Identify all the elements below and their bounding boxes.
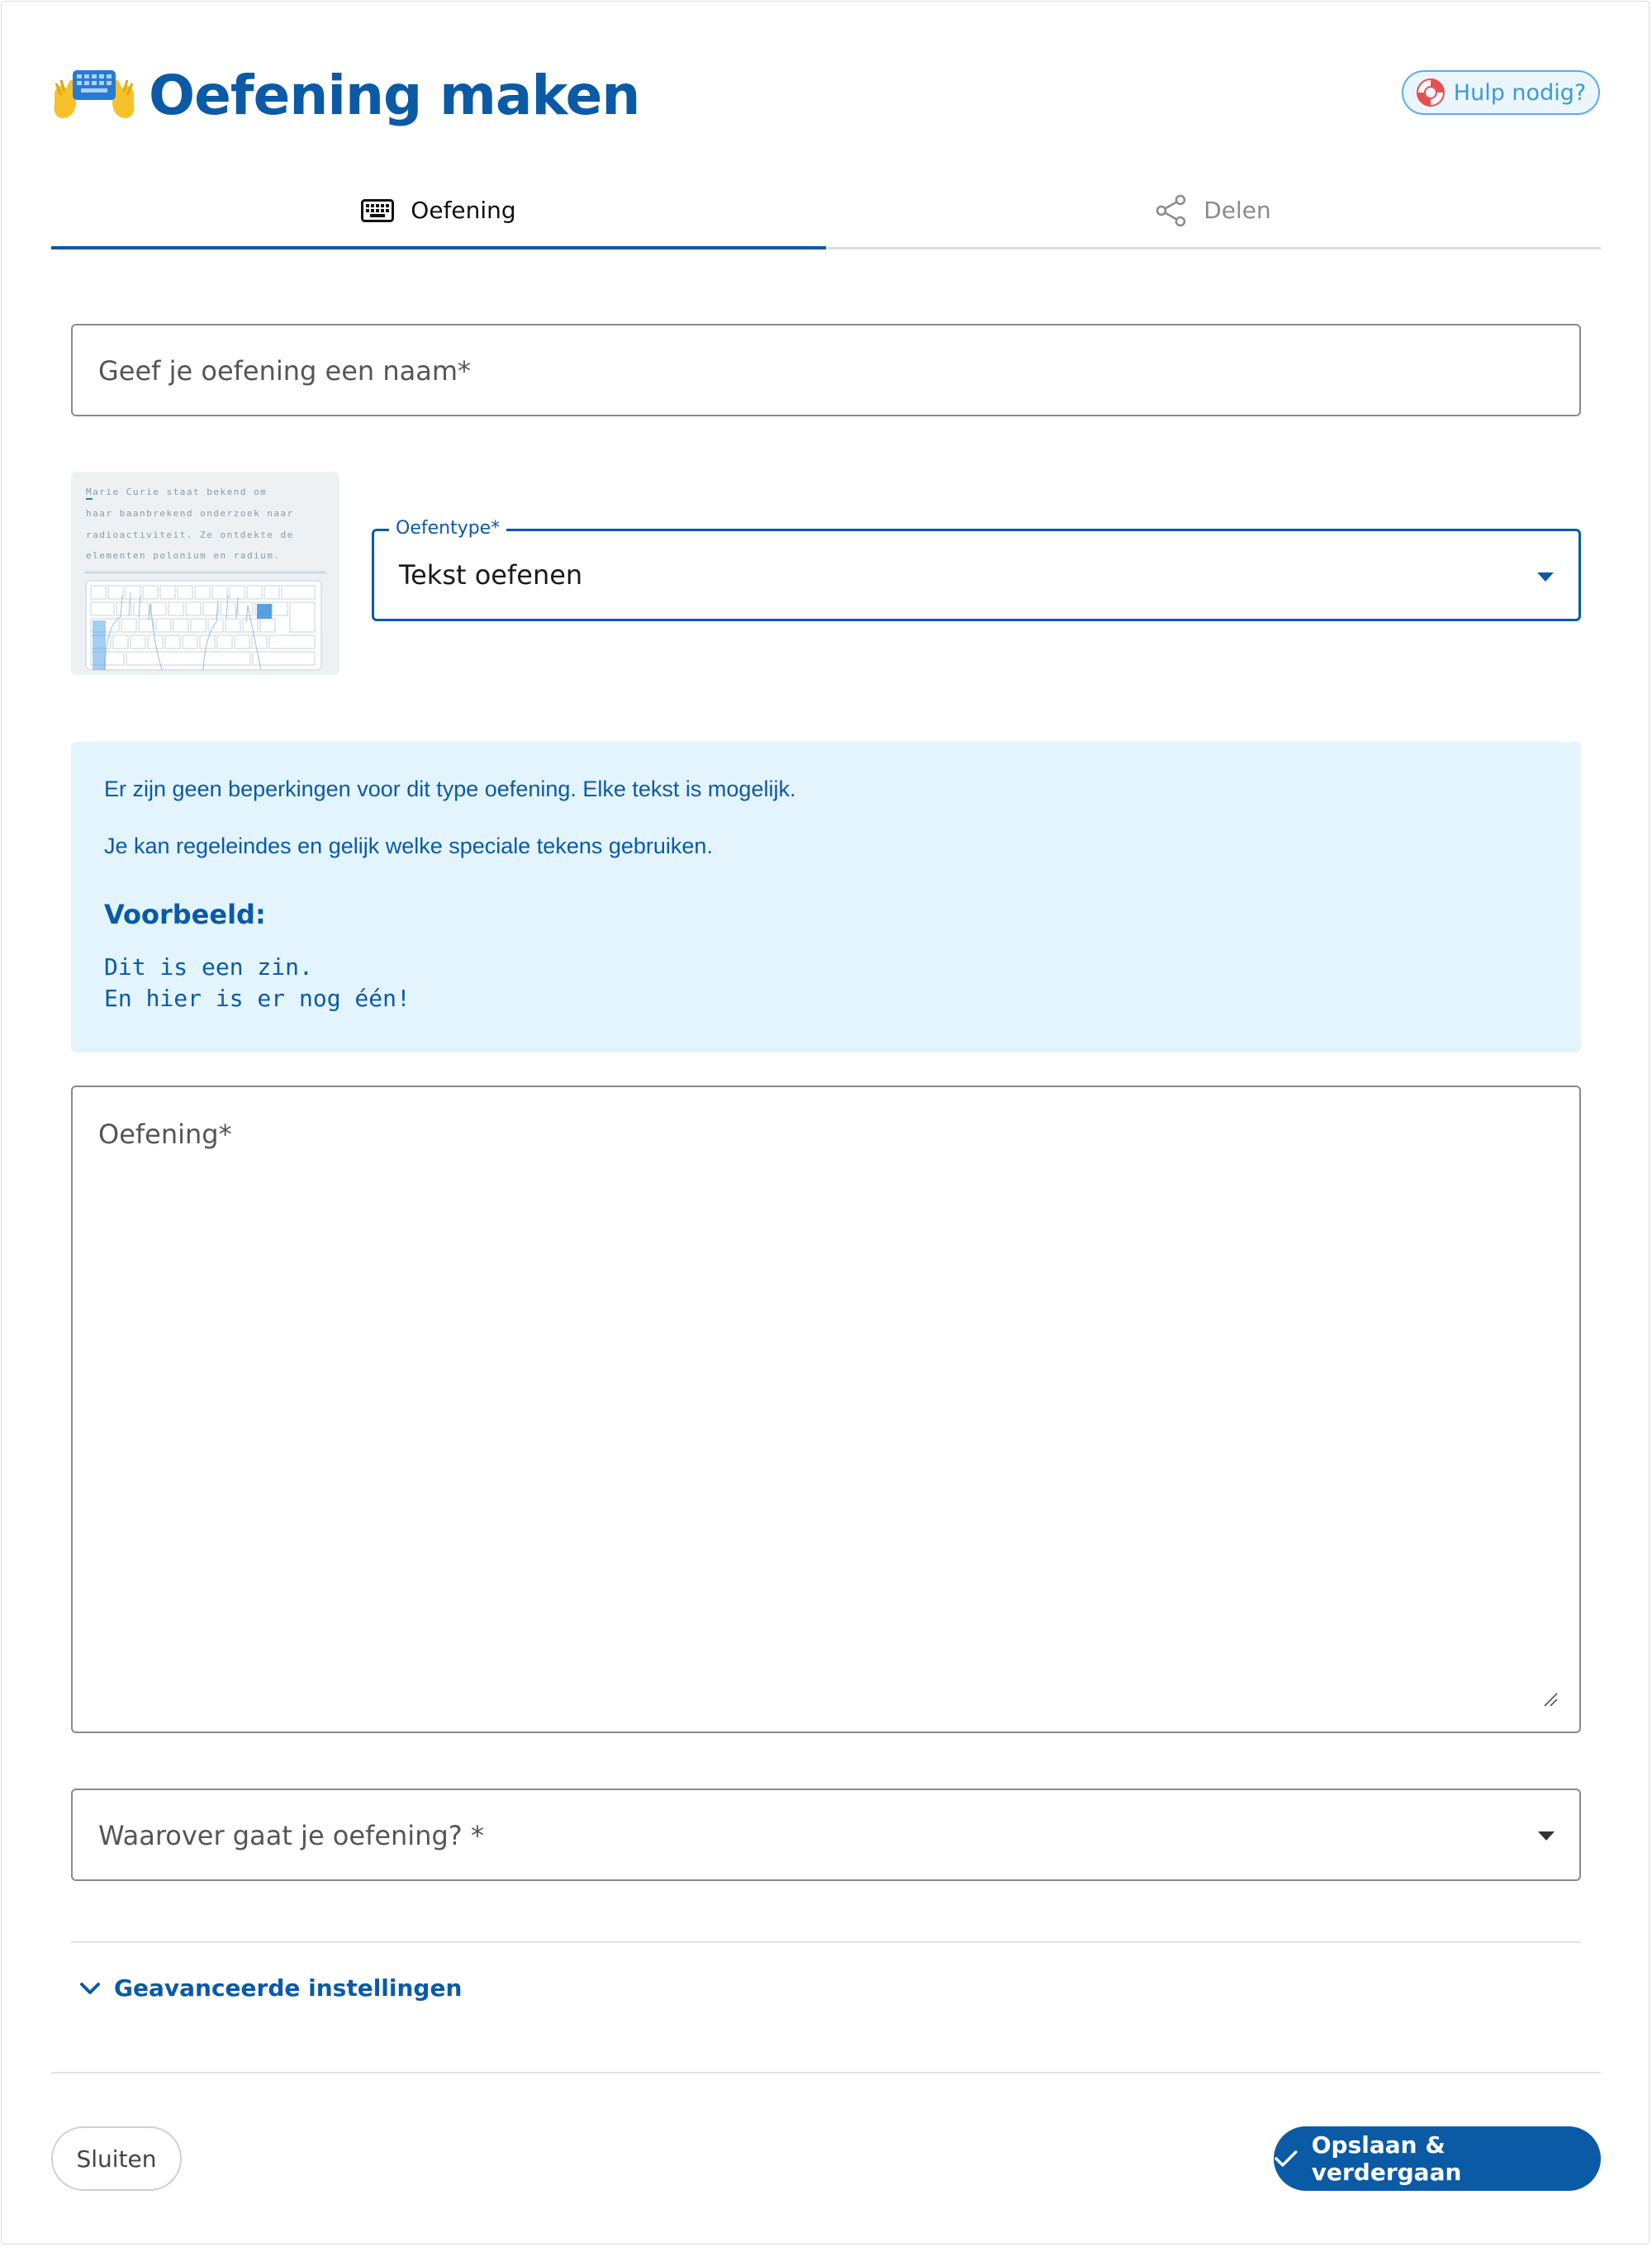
- advanced-settings-toggle[interactable]: [79, 1974, 462, 2002]
- info-line-1: Er zijn geen beperkingen voor dit type oefening. Elke tekst is mogelijk.: [104, 777, 796, 801]
- exercise-type-label: Oefentype*: [389, 518, 506, 539]
- caret-down-icon: [1538, 1831, 1555, 1841]
- tab-delen[interactable]: [826, 173, 1601, 247]
- divider: [51, 2072, 1601, 2074]
- checkmark-icon: [1274, 2149, 1298, 2169]
- close-button[interactable]: Sluiten: [51, 2126, 182, 2191]
- hands-keyboard-icon: [51, 65, 137, 125]
- tab-bar: [51, 173, 1601, 249]
- advanced-settings-label: Geavanceerde instellingen: [114, 1974, 463, 2002]
- exercise-type-select[interactable]: [372, 518, 1581, 621]
- topic-select[interactable]: [71, 1789, 1581, 1881]
- example-heading: Voorbeeld:: [104, 899, 266, 930]
- page-title: Oefening maken: [149, 63, 640, 127]
- divider: [71, 1941, 1581, 1943]
- lifebuoy-icon: [1416, 78, 1446, 107]
- thumbnail-line-4: elementen polonium en radium.: [86, 550, 281, 561]
- exercise-name-input[interactable]: [71, 324, 1581, 416]
- keyboard-icon: [361, 199, 394, 222]
- thumbnail-line-3: radioactiviteit. Ze ontdekte de: [86, 530, 294, 540]
- thumbnail-line-2: haar baanbrekend onderzoek naar: [86, 508, 294, 519]
- tab-oefening[interactable]: [51, 173, 826, 247]
- tab-delen-label: Delen: [1203, 197, 1271, 224]
- exercise-name-placeholder: Geef je oefening een naam*: [98, 355, 472, 387]
- resize-handle-icon[interactable]: [1543, 1692, 1558, 1707]
- typing-preview-image: [71, 472, 339, 675]
- exercise-textarea[interactable]: [71, 1085, 1581, 1733]
- help-button[interactable]: [1402, 70, 1600, 115]
- example-text: Dit is een zin. En hier is er nog één!: [104, 953, 411, 1012]
- thumbnail-line-1: Marie Curie staat bekend om: [86, 487, 268, 497]
- save-continue-button[interactable]: [1274, 2126, 1601, 2191]
- exercise-type-value: Tekst oefenen: [399, 559, 583, 591]
- tab-oefening-label: Oefening: [411, 197, 516, 224]
- save-continue-label: Opslaan & verdergaan: [1311, 2131, 1462, 2186]
- share-icon: [1156, 194, 1187, 227]
- help-button-label: Hulp nodig?: [1453, 79, 1587, 106]
- chevron-down-icon: [79, 1981, 101, 1996]
- topic-placeholder: Waarover gaat je oefening? *: [98, 1820, 484, 1851]
- header: [51, 58, 639, 132]
- exercise-placeholder: Oefening*: [98, 1119, 232, 1150]
- exercise-type-thumbnail: [71, 472, 339, 675]
- exercise-type-info: [71, 742, 1581, 1052]
- info-line-2: Je kan regeleindes en gelijk welke speciale tekens gebruiken.: [104, 834, 713, 858]
- caret-down-icon: [1537, 572, 1554, 582]
